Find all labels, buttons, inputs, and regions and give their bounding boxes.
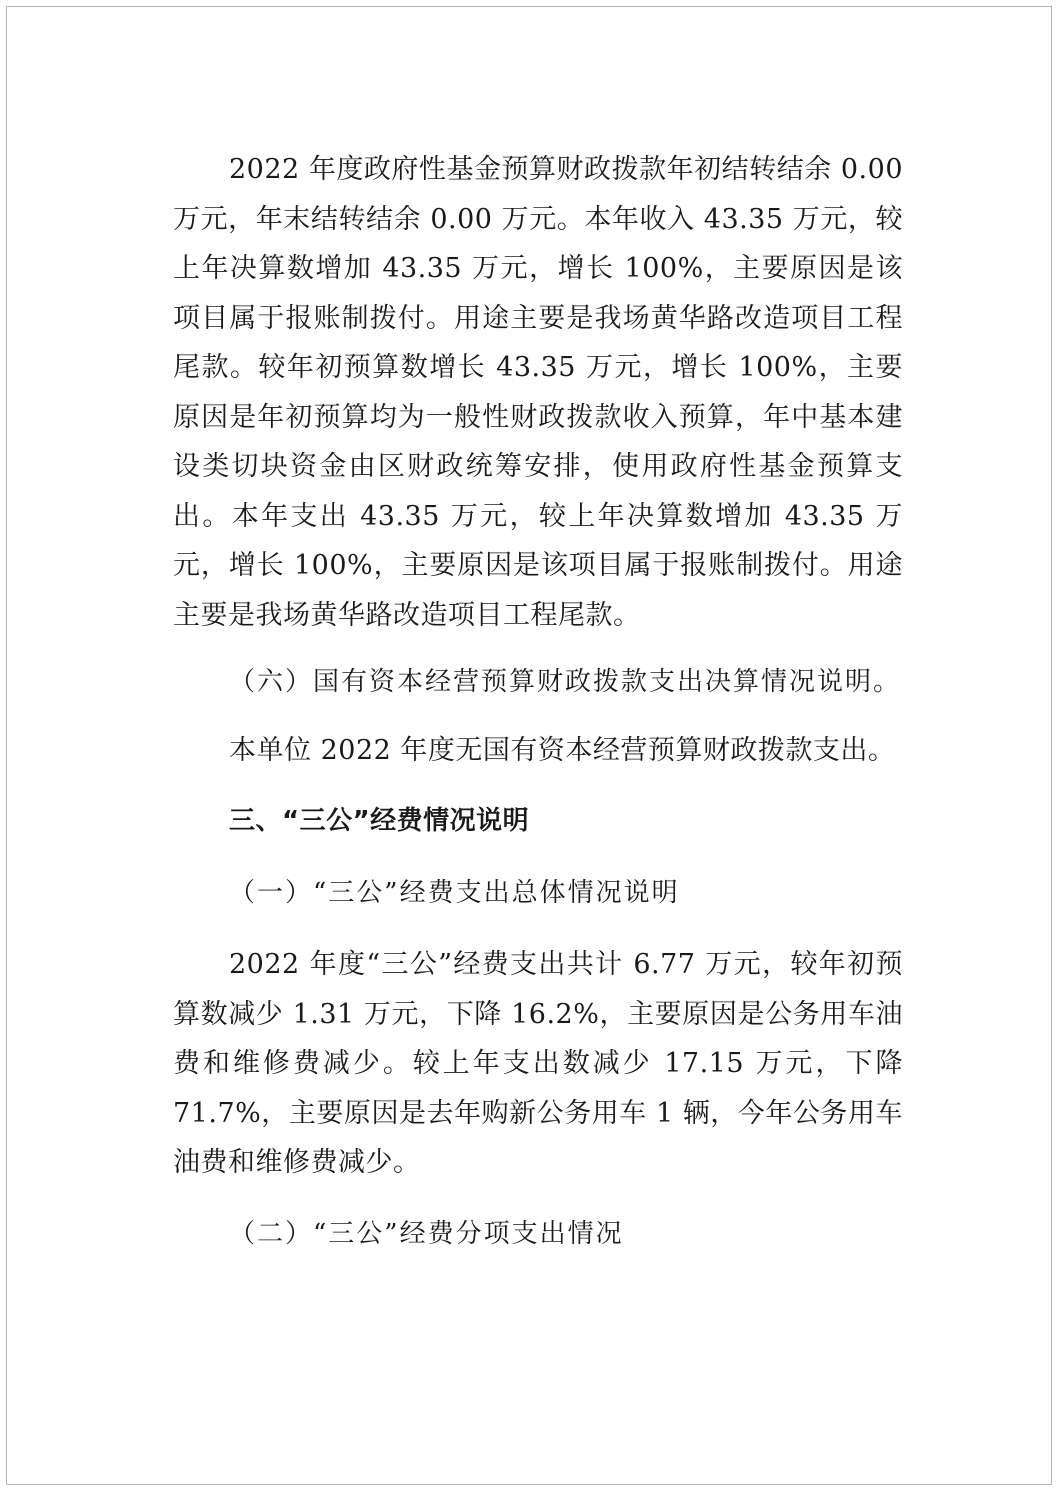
subheading-itemized: （二）“三公”经费分项支出情况: [229, 1218, 624, 1249]
document-page: [6, 6, 1052, 1485]
paragraph-three-public-total: 2022 年度“三公”经费支出共计 6.77 万元，较年初预算数减少 1.31 万元，下降 16.2%，主要原因是公务用车油费和维修费减少。较上年支出数减少 17.15 万元，下降 71.7%，主要原因是去年购新公务用车 1 辆，今年公务用车油费和维修费减少。: [173, 949, 903, 1178]
paragraph-no-state-capital: 本单位 2022 年度无国有资本经营预算财政拨款支出。: [229, 734, 896, 766]
paragraph-gov-fund-budget: 2022 年度政府性基金预算财政拨款年初结转结余 0.00 万元，年末结转结余 0.00 万元。本年收入 43.35 万元，较上年决算数增加 43.35 万元，增长 100%，主要原因是该项目属于报账制拨付。用途主要是我场黄华路改造项目工程尾款。较年初预算数增长 43.35 万元，增长 100%，主要原因是年初预算均为一般性财政拨款收入预算，年中基本建设类切块资金由区财政统筹安排，使用政府性基金预算支出。本年支出 43.35 万元，较上年决算数增加 43.35 万元，增长 100%，主要原因是该项目属于报账制拨付。用途主要是我场黄华路改造项目工程尾款。: [173, 154, 903, 631]
subheading-overall: （一）“三公”经费支出总体情况说明: [229, 877, 680, 908]
document-body: [173, 145, 903, 1259]
heading-state-capital-budget: （六）国有资本经营预算财政拨款支出决算情况说明。: [229, 667, 902, 697]
section-heading-three-public: 三、“三公”经费情况说明: [229, 806, 530, 836]
